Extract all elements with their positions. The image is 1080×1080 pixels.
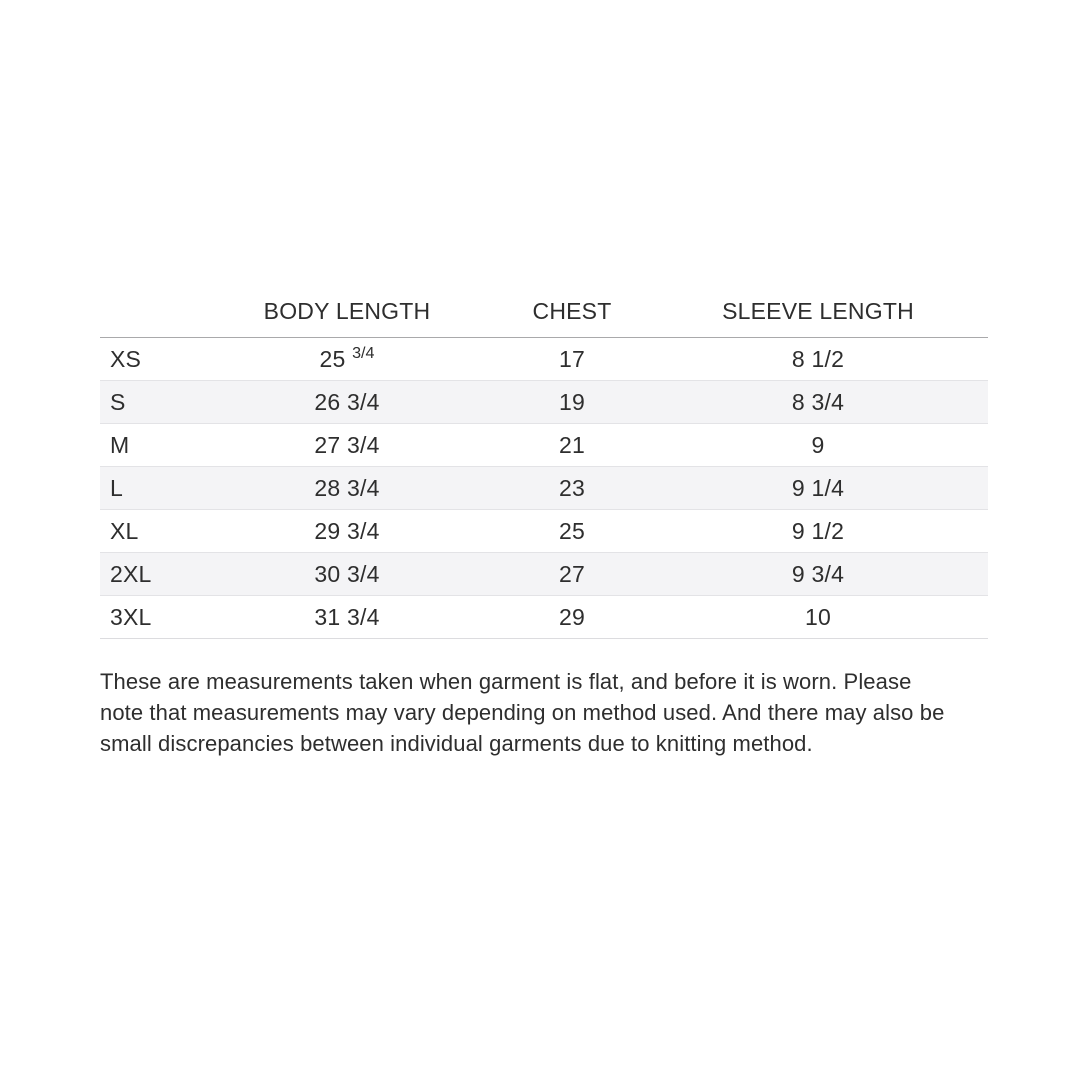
size-label: M (110, 431, 130, 458)
size-chart-table (100, 298, 988, 639)
size-label: L (110, 474, 123, 501)
sleeve-length-value: 8 3/4 (791, 388, 845, 415)
body-length-value: 31 3/4 (314, 603, 380, 630)
table-row (100, 467, 988, 510)
table-row (100, 510, 988, 553)
table-body (100, 338, 988, 639)
size-chart-section (100, 298, 988, 759)
sleeve-length-value: 9 3/4 (791, 560, 845, 587)
body-length-value: 26 3/4 (314, 388, 380, 415)
chest-value: 29 (559, 603, 585, 630)
size-label: XS (110, 345, 142, 372)
chest-value: 21 (559, 431, 585, 458)
table-row (100, 338, 988, 381)
size-label: XL (110, 517, 139, 544)
sleeve-length-value: 9 1/4 (791, 474, 845, 501)
measurement-disclaimer-note: These are measurements taken when garment is flat, and before it is worn. Please note that measurements may vary depending on method used. And there may also be small discrepancies between individual garments due to knitting method. (100, 669, 945, 756)
body-length-value: 30 3/4 (314, 560, 380, 587)
body-length-value: 29 3/4 (314, 517, 380, 544)
header-chest: CHEST (454, 298, 690, 338)
chest-value: 25 (559, 517, 585, 544)
table-row (100, 381, 988, 424)
sleeve-length-value: 10 (805, 603, 831, 630)
header-row (100, 298, 988, 338)
table-header (100, 298, 988, 338)
chest-value: 19 (559, 388, 585, 415)
size-label: 3XL (110, 603, 152, 630)
body-length-value (240, 338, 454, 381)
body-length-main: 25 (319, 345, 346, 372)
chest-value: 23 (559, 474, 585, 501)
table-row (100, 596, 988, 639)
sleeve-length-value: 9 (811, 431, 825, 458)
chest-value: 27 (559, 560, 585, 587)
size-label: S (110, 388, 126, 415)
sleeve-length-value: 8 1/2 (791, 345, 845, 372)
body-length-value: 27 3/4 (314, 431, 380, 458)
body-length-fraction: 3/4 (352, 343, 375, 362)
table-row (100, 424, 988, 467)
chest-value: 17 (559, 345, 585, 372)
header-size (100, 298, 240, 338)
header-body-length: BODY LENGTH (240, 298, 454, 338)
sleeve-length-value: 9 1/2 (791, 517, 845, 544)
table-row (100, 553, 988, 596)
body-length-value: 28 3/4 (314, 474, 380, 501)
header-sleeve-length: SLEEVE LENGTH (690, 298, 988, 338)
size-label: 2XL (110, 560, 152, 587)
